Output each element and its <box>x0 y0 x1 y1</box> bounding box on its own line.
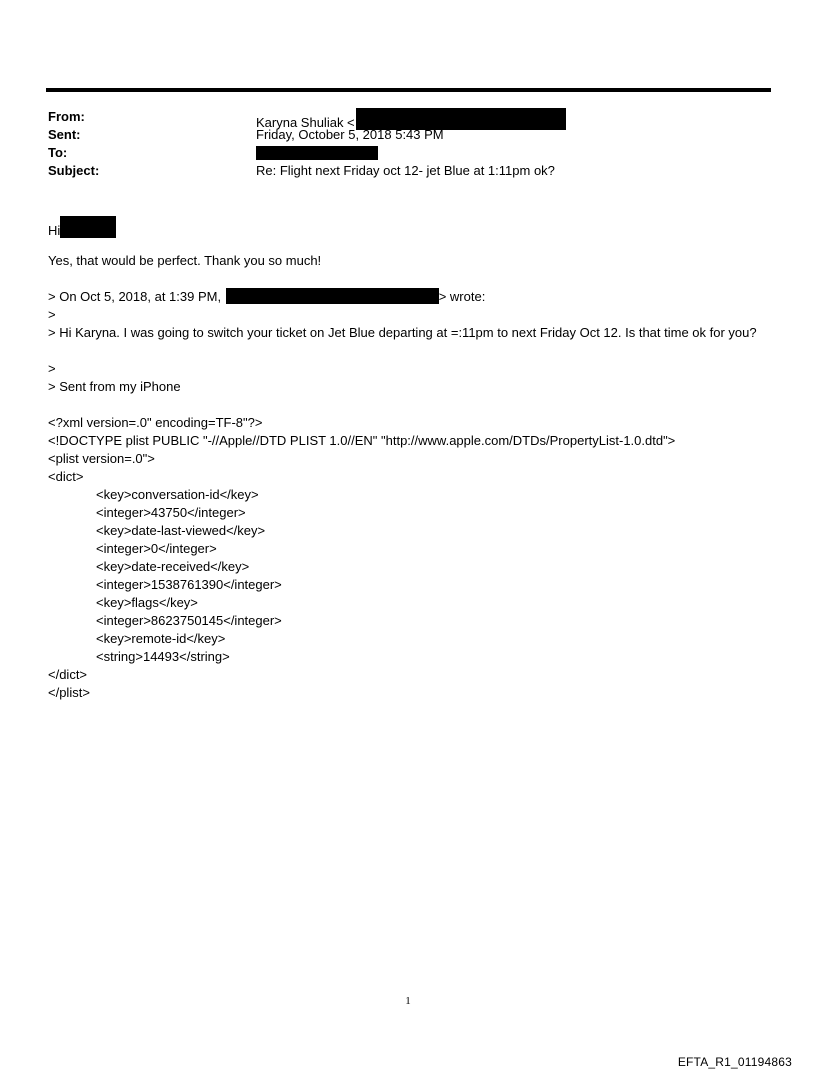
quote-blank-line: > <box>48 361 56 376</box>
plist-dict-line: <key>conversation-id</key> <box>96 487 259 502</box>
plist-dict-line: <integer>8623750145</integer> <box>96 613 282 628</box>
page-number: 1 <box>405 995 411 1007</box>
to-value <box>256 144 378 162</box>
quote-intro <box>48 288 485 306</box>
to-label: To: <box>48 145 68 160</box>
subject-label: Subject: <box>48 163 100 178</box>
plist-line: <?xml version=.0" encoding=TF-8"?> <box>48 415 263 430</box>
from-label: From: <box>48 109 85 124</box>
plist-dict-line: <key>date-received</key> <box>96 559 250 574</box>
quote-blank-line: > <box>48 307 56 322</box>
reply-text: Yes, that would be perfect. Thank you so much! <box>48 253 322 268</box>
quote-intro-after: > wrote: <box>438 289 486 304</box>
quote-intro-before: > On Oct 5, 2018, at 1:39 PM, <box>48 289 222 304</box>
redaction-block <box>60 216 116 238</box>
plist-line: <plist version=.0"> <box>48 451 155 466</box>
plist-block <box>48 414 675 702</box>
plist-line: </dict> <box>48 667 88 682</box>
quote-body: > Hi Karyna. I was going to switch your ticket on Jet Blue departing at =:11pm to next Friday Oct 12. Is that time ok for you? <box>48 325 757 340</box>
bates-number: EFTA_R1_01194863 <box>677 1055 792 1069</box>
plist-dict-line: <integer>43750</integer> <box>96 505 246 520</box>
header-rule <box>46 88 771 92</box>
plist-line: <dict> <box>48 469 84 484</box>
from-sender-name: Karyna Shuliak < <box>256 115 355 130</box>
plist-line: <!DOCTYPE plist PUBLIC "-//Apple//DTD PLIST 1.0//EN" "http://www.apple.com/DTDs/PropertyList-1.0.dtd"> <box>48 433 676 448</box>
subject-value: Re: Flight next Friday oct 12- jet Blue at 1:11pm ok? <box>256 163 555 178</box>
plist-line: </plist> <box>48 685 90 700</box>
quote-signature: > Sent from my iPhone <box>48 379 181 394</box>
greeting-line <box>48 216 116 240</box>
plist-dict-line: <integer>0</integer> <box>96 541 217 556</box>
plist-dict-line: <integer>1538761390</integer> <box>96 577 282 592</box>
plist-dict-line: <key>flags</key> <box>96 595 198 610</box>
plist-dict-line: <key>date-last-viewed</key> <box>96 523 266 538</box>
plist-dict-line: <key>remote-id</key> <box>96 631 226 646</box>
greeting-text: Hi <box>48 223 61 238</box>
plist-dict-line: <string>14493</string> <box>96 649 230 664</box>
redaction-block <box>226 288 439 304</box>
sent-value: Friday, October 5, 2018 5:43 PM <box>256 127 444 142</box>
redaction-block <box>256 146 378 160</box>
sent-label: Sent: <box>48 127 81 142</box>
